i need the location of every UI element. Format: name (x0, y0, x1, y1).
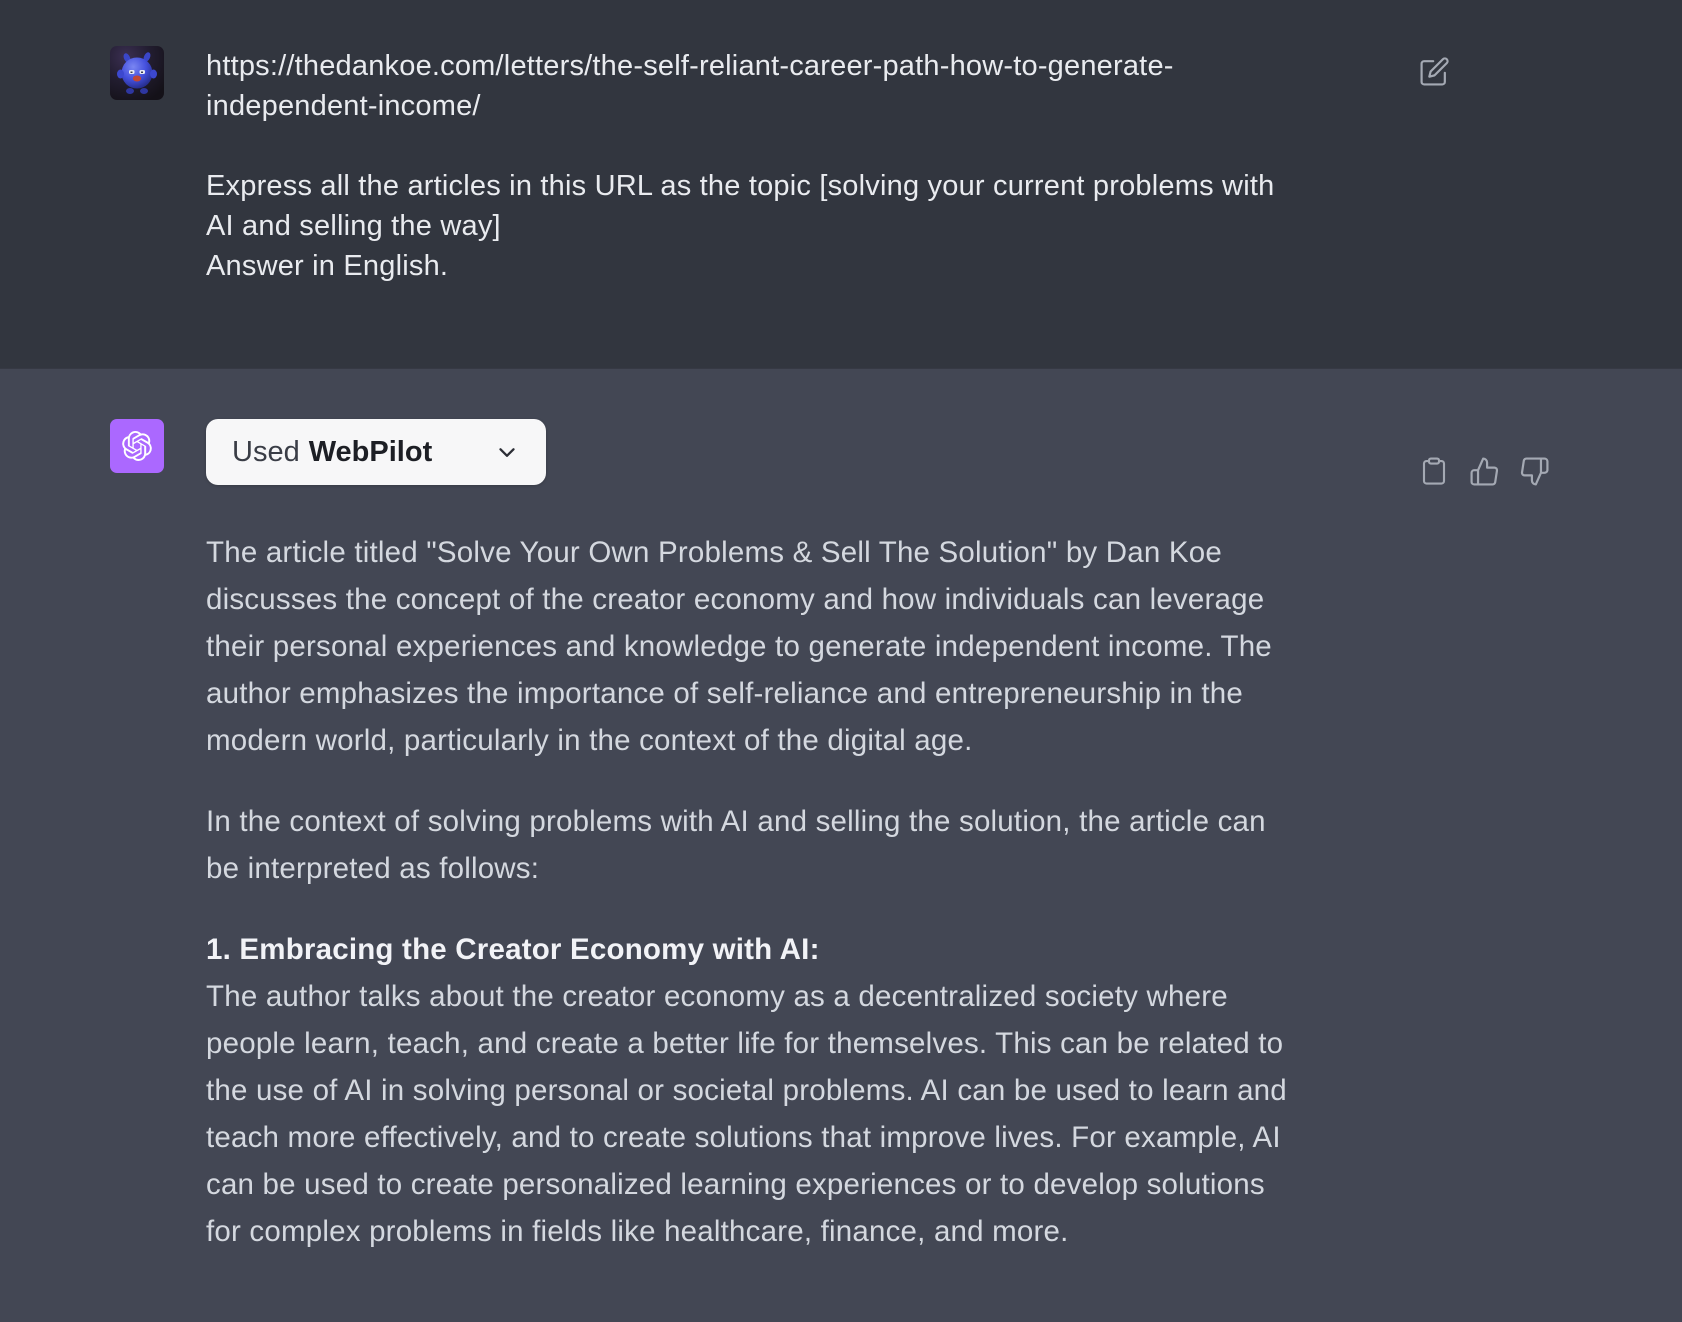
assistant-message-actions (1292, 419, 1682, 487)
thumbs-up-icon (1469, 456, 1500, 487)
response-paragraph-2: In the context of solving problems with AI and selling the solution, the article can be interpreted as follows: (206, 805, 1266, 885)
assistant-message (0, 368, 1682, 1322)
response-section-1 (206, 926, 1292, 1255)
assistant-response-text (206, 529, 1292, 1255)
edit-message-button[interactable] (1418, 55, 1450, 87)
blue-creature-avatar-image (110, 46, 164, 100)
thumbs-down-button[interactable] (1518, 455, 1550, 487)
plugin-used-label: Used (232, 435, 300, 468)
user-url-text: https://thedankoe.com/letters/the-self-reliant-career-path-how-to-generate-independent-income/ (206, 50, 1174, 122)
user-prompt-text: Express all the articles in this URL as the topic [solving your current problems with AI and selling the way] (206, 170, 1275, 242)
copy-button[interactable] (1418, 455, 1450, 487)
clipboard-icon (1419, 456, 1449, 486)
assistant-avatar (110, 419, 164, 473)
response-paragraph-1: The article titled "Solve Your Own Problems & Sell The Solution" by Dan Koe discusses the concept of the creator economy and how individuals can leverage their personal experiences and knowledge to generate independent income. The author emphasizes the importance of self-reliance and entrepreneurship in the modern world, particularly in the context of the digital age. (206, 536, 1272, 757)
response-section-1-heading: 1. Embracing the Creator Economy with AI: (206, 933, 820, 966)
response-section-1-body: The author talks about the creator economy as a decentralized society where people learn, teach, and create a better life for themselves. This can be related to the use of AI in solving personal or societal problems. AI can be used to learn and teach more effectively, and to create solutions that improve lives. For example, AI can be used to create personalized learning experiences or to develop solutions for complex problems in fields like healthcare, finance, and more. (206, 980, 1287, 1248)
chevron-down-icon (494, 439, 520, 465)
openai-logo-icon (110, 419, 164, 473)
used-plugin-button[interactable] (206, 419, 546, 485)
user-message-content (206, 46, 1292, 286)
thumbs-down-icon (1519, 456, 1550, 487)
assistant-message-content (206, 419, 1292, 1255)
edit-icon (1419, 56, 1450, 87)
plugin-name-label: WebPilot (308, 435, 433, 468)
user-avatar (110, 46, 164, 100)
thumbs-up-button[interactable] (1468, 455, 1500, 487)
user-message-actions (1292, 46, 1682, 87)
user-message (0, 0, 1682, 368)
user-language-note: Answer in English. (206, 250, 449, 282)
